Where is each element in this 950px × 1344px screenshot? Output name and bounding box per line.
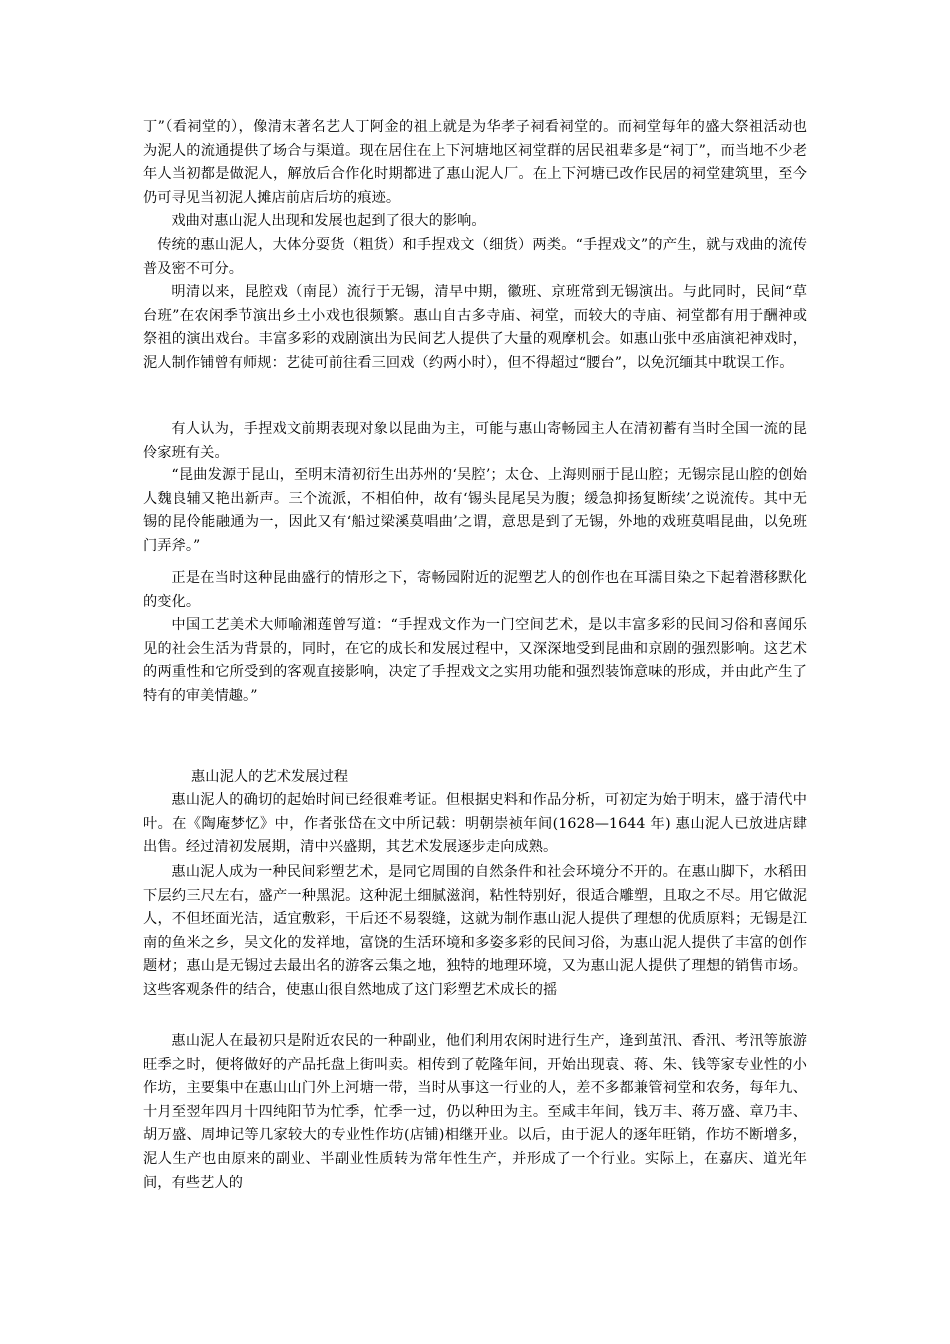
- paragraph: 传统的惠山泥人，大体分耍货（粗货）和手捏戏文（细货）两类。“手捏戏文”的产生，就与戏曲的流传普及密不可分。: [143, 237, 807, 277]
- quotation-paragraph: “昆曲发源于昆山，至明末清初衍生出苏州的‘吴腔’；太仓、上海则丽于昆山腔；无锡宗昆山腔的创始人魏良辅又艳出新声。三个流派，不相伯仲，故有‘锡头昆尾吴为腹；缓急抑扬复断续’之说流传。其中无锡的昆伶能融通为一，因此又有‘船过梁溪莫唱曲’之谓，意思是到了无锡，外地的戏班莫唱昆曲，以免班门弄斧。”: [143, 467, 807, 554]
- paragraph: 戏曲对惠山泥人出现和发展也起到了很大的影响。: [171, 213, 486, 229]
- section-heading: 惠山泥人的艺术发展过程: [191, 769, 349, 785]
- paragraph: 惠山泥人成为一种民间彩塑艺术，是同它周围的自然条件和社会环境分不开的。在惠山脚下，水稻田下层约三尺左右，盛产一种黑泥。这种泥土细腻滋润，粘性特别好，很适合雕塑，且取之不尽。用它做泥人，不但坯面光洁，适宜敷彩，干后还不易裂缝，这就为制作惠山泥人提供了理想的优质原料；无锡是江南的鱼米之乡，吴文化的发祥地，富饶的生活环境和多姿多彩的民间习俗，为惠山泥人提供了丰富的创作题材；惠山是无锡过去最出名的游客云集之地，独特的地理环境，又为惠山泥人提供了理想的销售市场。这些客观条件的结合，使惠山很自然地成了这门彩塑艺术成长的摇: [143, 864, 807, 998]
- paragraph: 丁”（看祠堂的），像清末著名艺人丁阿金的祖上就是为华孝子祠看祠堂的。而祠堂每年的盛大祭祖活动也为泥人的流通提供了场合与渠道。现在居住在上下河塘地区祠堂群的居民祖辈多是“祠丁”，而当地不少老年人当初都是做泥人，解放后合作化时期都进了惠山泥人厂。在上下河塘已改作民居的祠堂建筑里，至今仍可寻见当初泥人摊店前店后坊的痕迹。: [143, 119, 807, 206]
- paragraph: 有人认为，手捏戏文前期表现对象以昆曲为主，可能与惠山寄畅园主人在清初蓄有当时全国一流的昆伶家班有关。: [143, 421, 807, 461]
- paragraph: 明清以来，昆腔戏（南昆）流行于无锡，清早中期，徽班、京班常到无锡演出。与此同时，民间“草台班”在农闲季节演出乡土小戏也很频繁。惠山自古多寺庙、祠堂，而较大的寺庙、祠堂都有用于酬神或祭祖的演出戏台。丰富多彩的戏剧演出为民间艺人提供了大量的观摩机会。如惠山张中丞庙演祀神戏时，泥人制作铺曾有师规：艺徒可前往看三回戏（约两小时），但不得超过“腰台”，以免沉缅其中耽误工作。: [143, 284, 807, 371]
- paragraph: 中国工艺美术大师喻湘莲曾写道：“手捏戏文作为一门空间艺术，是以丰富多彩的民间习俗和喜闻乐见的社会生活为背景的，同时，在它的成长和发展过程中，又深深地受到昆曲和京剧的强烈影响。这艺术的两重性和它所受到的客观直接影响，决定了手捏戏文之实用功能和强烈装饰意味的形成，并由此产生了特有的审美情趣。”: [143, 617, 807, 704]
- paragraph: 正是在当时这种昆曲盛行的情形之下，寄畅园附近的泥塑艺人的创作也在耳濡目染之下起着潜移默化的变化。: [143, 570, 807, 610]
- paragraph: 惠山泥人在最初只是附近农民的一种副业，他们利用农闲时进行生产，逢到茧汛、香汛、考汛等旅游旺季之时，便将做好的产品托盘上街叫卖。相传到了乾隆年间，开始出现袁、蒋、朱、钱等家专业性的小作坊，主要集中在惠山山门外上河塘一带，当时从事这一行业的人，差不多都兼管祠堂和农务，每年九、十月至翌年四月十四纯阳节为忙季，忙季一过，仍以种田为主。至咸丰年间，钱万丰、蒋万盛、章乃丰、胡万盛、周坤记等几家较大的专业性作坊(店铺)相继开业。以后，由于泥人的逐年旺销，作坊不断增多，泥人生产也由原来的副业、半副业性质转为常年性生产，并形成了一个行业。实际上，在嘉庆、道光年间，有些艺人的: [143, 1033, 807, 1191]
- paragraph: 惠山泥人的确切的起始时间已经很难考证。但根据史料和作品分析，可初定为始于明末，盛于清代中叶。在《陶庵梦忆》中，作者张岱在文中所记载：明朝崇祯年间(1628—1644 年) 惠山泥人已放进店肆出售。经过清初发展期，清中兴盛期，其艺术发展逐步走向成熟。: [143, 792, 807, 856]
